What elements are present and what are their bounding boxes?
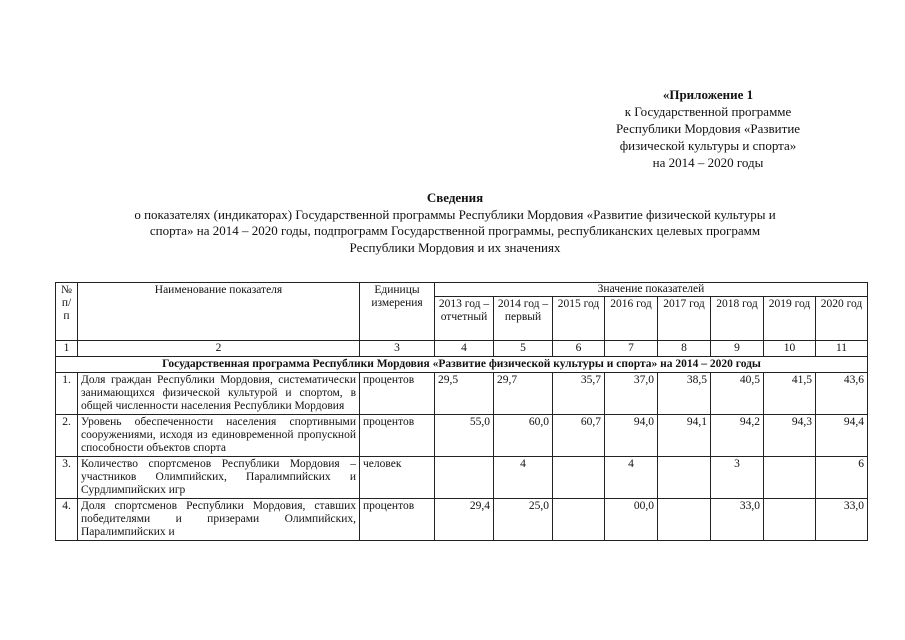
row-name: Уровень обеспеченности населения спортивными сооружениями, исходя из единовременной пропускной способности объектов спорта xyxy=(78,415,360,457)
column-number: 10 xyxy=(764,341,816,357)
header-num: № п/п xyxy=(56,283,78,341)
row-value: 37,0 xyxy=(605,373,658,415)
column-number: 3 xyxy=(360,341,435,357)
row-value: 94,2 xyxy=(711,415,764,457)
row-num: 4. xyxy=(56,499,78,541)
column-number: 6 xyxy=(553,341,605,357)
row-unit: человек xyxy=(360,457,435,499)
appendix-header xyxy=(598,86,818,171)
year-header: 2017 год xyxy=(658,297,711,341)
column-numbering-row xyxy=(56,341,868,357)
row-value: 94,1 xyxy=(658,415,711,457)
heading-line: Республики Мордовия и их значениях xyxy=(349,239,561,255)
row-value: 3 xyxy=(711,457,764,499)
heading-line: спорта» на 2014 – 2020 годы, подпрограмм Государственной программы, республиканских целевых программ xyxy=(149,223,761,238)
document-title: Сведения xyxy=(426,190,484,205)
heading-line: о показателях (индикаторах) Государственной программы Республики Мордовия «Развитие физической культуры и xyxy=(134,206,776,222)
row-value: 25,0 xyxy=(494,499,553,541)
column-number: 5 xyxy=(494,341,553,357)
header-values: Значение показателей xyxy=(435,283,868,297)
row-value xyxy=(553,457,605,499)
year-header: 2014 год – первый xyxy=(494,297,553,341)
row-num: 1. xyxy=(56,373,78,415)
row-name: Доля граждан Республики Мордовия, систематически занимающихся физической культурой и спортом, в общей численности населения Республики Мордовия xyxy=(78,373,360,415)
row-value: 6 xyxy=(816,457,868,499)
appendix-line: Республики Мордовия «Развитие xyxy=(615,121,801,136)
year-header: 2019 год xyxy=(764,297,816,341)
row-name: Количество спортсменов Республики Мордовия – участников Олимпийских, Паралимпийских и Сурдлимпийских игр xyxy=(78,457,360,499)
document-heading xyxy=(40,190,870,256)
year-header: 2020 год xyxy=(816,297,868,341)
row-unit: процентов xyxy=(360,415,435,457)
row-value: 29,7 xyxy=(494,373,553,415)
row-value: 38,5 xyxy=(658,373,711,415)
row-value: 33,0 xyxy=(816,499,868,541)
indicators-table xyxy=(55,282,868,541)
section-title: Государственная программа Республики Мордовия «Развитие физической культуры и спорта» на 2014 – 2020 годы xyxy=(56,357,868,373)
appendix-line: физической культуры и спорта» xyxy=(619,138,797,153)
row-unit: процентов xyxy=(360,373,435,415)
row-unit: процентов xyxy=(360,499,435,541)
row-value: 33,0 xyxy=(711,499,764,541)
table-row xyxy=(56,373,868,415)
row-value: 94,3 xyxy=(764,415,816,457)
row-value: 4 xyxy=(605,457,658,499)
row-value: 29,5 xyxy=(435,373,494,415)
row-value xyxy=(764,499,816,541)
table-row xyxy=(56,457,868,499)
column-number: 1 xyxy=(56,341,78,357)
appendix-line: на 2014 – 2020 годы xyxy=(652,155,764,170)
row-value: 40,5 xyxy=(711,373,764,415)
header-name: Наименование показателя xyxy=(78,283,360,341)
row-value: 29,4 xyxy=(435,499,494,541)
row-value: 60,7 xyxy=(553,415,605,457)
row-value: 43,6 xyxy=(816,373,868,415)
row-value xyxy=(764,457,816,499)
column-number: 9 xyxy=(711,341,764,357)
row-value xyxy=(553,499,605,541)
row-value xyxy=(658,457,711,499)
table-row xyxy=(56,415,868,457)
row-value: 60,0 xyxy=(494,415,553,457)
appendix-title: «Приложение 1 xyxy=(662,87,754,102)
section-row xyxy=(56,357,868,373)
row-value: 41,5 xyxy=(764,373,816,415)
year-header: 2015 год xyxy=(553,297,605,341)
row-num: 2. xyxy=(56,415,78,457)
column-number: 8 xyxy=(658,341,711,357)
header-unit: Единицы измерения xyxy=(360,283,435,341)
column-number: 2 xyxy=(78,341,360,357)
table-header-row xyxy=(56,283,868,297)
column-number: 11 xyxy=(816,341,868,357)
row-value: 00,0 xyxy=(605,499,658,541)
year-header: 2013 год – отчетный xyxy=(435,297,494,341)
table-row xyxy=(56,499,868,541)
row-value: 94,4 xyxy=(816,415,868,457)
row-value xyxy=(658,499,711,541)
column-number: 4 xyxy=(435,341,494,357)
row-value xyxy=(435,457,494,499)
year-header: 2018 год xyxy=(711,297,764,341)
row-name: Доля спортсменов Республики Мордовия, ставших победителями и призерами Олимпийских, Паралимпийских и xyxy=(78,499,360,541)
appendix-line: к Государственной программе xyxy=(624,104,792,119)
row-value: 94,0 xyxy=(605,415,658,457)
row-num: 3. xyxy=(56,457,78,499)
row-value: 4 xyxy=(494,457,553,499)
year-header: 2016 год xyxy=(605,297,658,341)
row-value: 55,0 xyxy=(435,415,494,457)
row-value: 35,7 xyxy=(553,373,605,415)
column-number: 7 xyxy=(605,341,658,357)
